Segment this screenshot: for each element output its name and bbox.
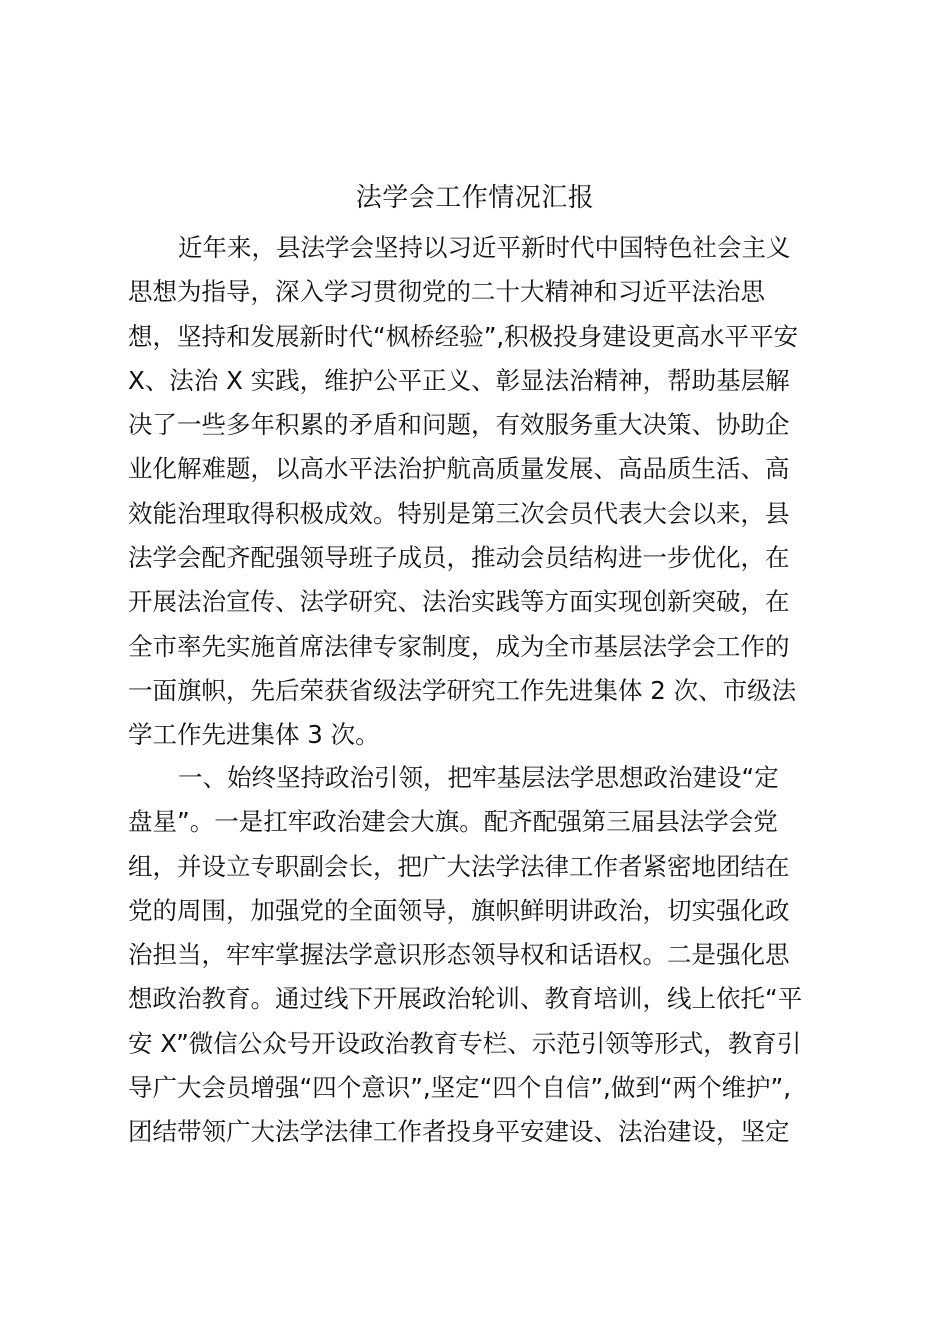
text-line: 导广大会员增强“四个意识”,坚定“四个自信”,做到“两个维护”, xyxy=(128,1073,792,1103)
text-line: 决了一些多年积累的矛盾和问题，有效服务重大决策、协助企 xyxy=(128,410,790,440)
text-line: 安 X”微信公众号开设政治教育专栏、示范引领等形式，教育引 xyxy=(128,1028,802,1058)
text-line: X、法治 X 实践，维护公平正义、彰显法治精神，帮助基层解 xyxy=(128,365,790,395)
text-line: 团结带领广大法学法律工作者投身平安建设、法治建设，坚定 xyxy=(128,1117,790,1147)
text-line: 近年来，县法学会坚持以习近平新时代中国特色社会主义 xyxy=(178,233,791,262)
text-line: 业化解难题，以高水平法治护航高质量发展、高品质生活、高 xyxy=(128,454,790,484)
text-line: 想政治教育。通过线下开展政治轮训、教育培训，线上依托“平 xyxy=(128,984,803,1014)
text-line: 全市率先实施首席法律专家制度，成为全市基层法学会工作的 xyxy=(128,631,790,661)
text-line: 法学会配齐配强领导班子成员，推动会员结构进一步优化，在 xyxy=(128,543,790,573)
text-line: 一、始终坚持政治引领，把牢基层法学思想政治建设“定 xyxy=(178,763,779,792)
text-line: 党的周围，加强党的全面领导，旗帜鲜明讲政治，切实强化政 xyxy=(128,895,790,925)
text-line: 一面旗帜，先后荣获省级法学研究工作先进集体 2 次、市级法 xyxy=(128,675,797,705)
paragraph-intro xyxy=(128,226,828,758)
text-line: 盘星”。一是扛牢政治建会大旗。配齐配强第三届县法学会党 xyxy=(128,807,778,837)
text-line: 组，并设立专职副会长，把广大法学法律工作者紧密地团结在 xyxy=(128,851,790,881)
text-line: 思想为指导，深入学习贯彻党的二十大精神和习近平法治思 xyxy=(128,277,765,307)
paragraph-section-one xyxy=(128,756,828,1155)
text-line: 想，坚持和发展新时代“枫桥经验”,积极投身建设更高水平平安 xyxy=(128,321,799,351)
document-title: 法学会工作情况汇报 xyxy=(355,183,595,213)
text-line: 学工作先进集体 3 次。 xyxy=(128,720,380,750)
text-line: 开展法治宣传、法学研究、法治实践等方面实现创新突破，在 xyxy=(128,587,790,617)
text-line: 治担当，牢牢掌握法学意识形态领导权和话语权。二是强化思 xyxy=(128,940,790,970)
text-line: 效能治理取得积极成效。特别是第三次会员代表大会以来，县 xyxy=(128,498,790,528)
